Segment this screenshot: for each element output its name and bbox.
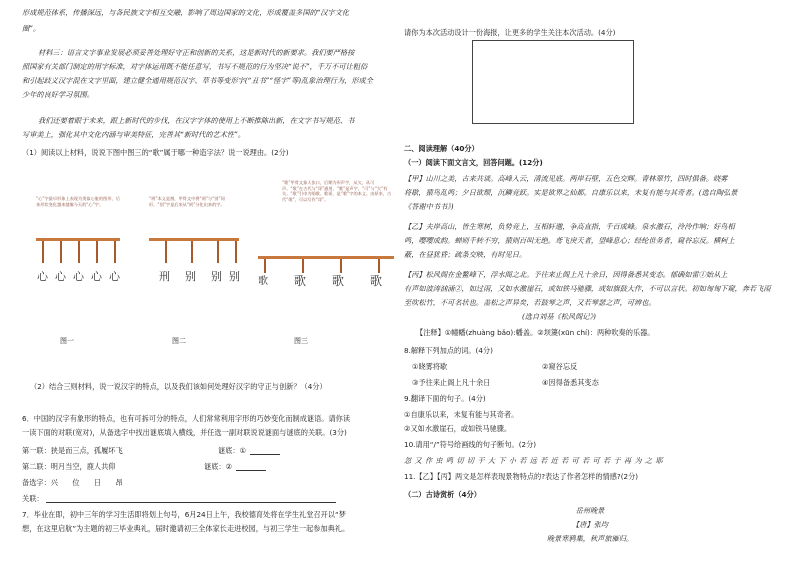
annotation-note: 【注释】①幢幡(zhuàng bǎo):幡盖。②坝篪(xūn chí)：两种吹奏的乐器。 — [416, 328, 655, 337]
material-3-text: 少年的良好学习氛围。 — [22, 90, 94, 99]
character-glyph: 心 — [73, 270, 84, 283]
character-glyph: 别 — [229, 270, 240, 283]
question-11: 11.【乙】【丙】两文是怎样表现景物特点的?表达了作者怎样的情感?(2分) — [404, 472, 639, 481]
passage-jia: 将歇，猿鸟乱鸣；夕日欲颓，沉鳞竞跃。实是欲界之仙都。自康乐以来，未复有能与其奇者。(选自陶弘景 — [404, 188, 738, 197]
passage-yi: 鸣，嘤嘤成韵。蝉则千转不穷，猿则百叫无绝。鸢飞戾天者，望峰息心；经纶世务者，窥谷忘反。横柯上 — [404, 236, 735, 245]
character-glyph: 歌 — [294, 274, 307, 288]
question-10-text: 忽 又 作 虫 鸣 切 切 干 大 下 小 若 远 若 近 若 可 若 可 若 于 再 为 之 耶 — [404, 456, 664, 465]
passage-jia: 【甲】山川之美，古来共谈。高峰入云，清流见底。两岸石壁，五色交辉。青林翠竹，四时俱备。晓雾 — [404, 174, 728, 183]
riddle-1-answer-label: 谜底：① — [218, 446, 247, 455]
figure-2-caption: 图二 — [172, 337, 186, 345]
passage-bing: 有声如波涛汹涌②，如过雨，又如水激崖石，或如铁马驰骤，或如旗鼓大作，不可以言状。初如匈匈下窥，奔若飞雨 — [404, 284, 771, 293]
passage-bing-source: (选自刘基《松风阁记》) — [522, 312, 596, 321]
passage-yi: 【乙】夫岸高山，皆生寒树，负势竞上，互相轩邈，争高直指，千百成峰。泉水激石，泠泠作响；好鸟相 — [404, 222, 735, 231]
material-closing-text: 写审美上，强化其中文化内涵与审美特征，完善其“新时代的艺术性”。 — [22, 130, 245, 139]
question-8-item: ③予往来止阁上凡十余日 — [412, 378, 491, 387]
material-2-text: 形成规范体系，传播深远，与各民族文字相互交融，影响了周边国家的文化，形成覆盖多国的“汉字文化 — [22, 8, 350, 17]
figure-3 — [256, 176, 396, 292]
question-1: （1）阅读以上材料，说说下图中图三的“歌”属于哪一种造字法？说一说理由。(2分) — [22, 148, 289, 157]
riddle-2: 第二联：明月当空，鹿人共仰 — [22, 462, 116, 471]
material-3-text: 和引起歧义汉字混在文字里面，建立健全通用规范汉字、草书等变形字(“丑书”“怪字”等)乱象治理行为，形成全 — [22, 76, 373, 85]
question-8-item: ②窥谷忘反 — [542, 362, 578, 371]
figure-3-caption: 图三 — [294, 337, 308, 345]
poem-title: 岳州晚景 — [575, 506, 605, 515]
material-2-text: 圈”。 — [22, 24, 41, 33]
question-8-item: ④因得备悉其变态 — [542, 378, 599, 387]
passage-bing: 【丙】松风阁在金鳌峰下，浮水阁之北。予往来止阁上凡十余日，因得备悉其变态。郁确如雷①始从上 — [404, 270, 728, 279]
poster-box[interactable] — [472, 40, 634, 124]
figure-2-text: “刑”本义是割，甲骨文中将“刑”与“别”同形，“别”字是后来从“刑”分化出来的字。 — [149, 196, 225, 207]
character-glyph: 心 — [55, 270, 66, 283]
character-glyph: 心 — [109, 270, 120, 283]
passage-yi: 蔽，在昼犹昏；疏条交映，有时见日。 — [404, 250, 527, 259]
character-glyph: 别 — [185, 270, 196, 283]
material-closing-text: 我们还要着眼于未来，跟上新时代的步伐，在汉字字体的使用上不断推陈出新，在文字书写规范、书 — [38, 116, 355, 125]
riddle-1: 第一联：狭是而三点，孤履坏飞 — [22, 446, 123, 455]
question-7: 想，在这里启航”为主题的初三毕业典礼，届时邀请初三全体家长走进校园，与初三学生一起参加典礼。 — [22, 524, 350, 533]
character-glyph: 心 — [91, 270, 102, 283]
character-glyph: 歌 — [370, 274, 383, 288]
question-7: 7．毕业在即，初中三年的学习生活即将划上句号，6月24日上午，我校德育处将在学生礼堂召开以“梦 — [22, 510, 346, 519]
character-glyph: 歌 — [258, 276, 268, 287]
riddle-1-answer-input[interactable] — [250, 446, 280, 455]
riddle-2-answer-input[interactable] — [236, 462, 266, 471]
material-3-text: 照国家有关部门制定的用字标准，对字体运用既不能任意写，书写不规范的行为坚决“说不”，千万不可让粗俗 — [22, 62, 368, 71]
question-10: 10.请用“/”符号给画线的句子断句。(2分) — [404, 440, 537, 449]
poster-prompt: 请你为本次活动设计一份海报，让更多的学生关注本次活动。(4分) — [404, 28, 616, 37]
figure-2 — [145, 190, 243, 290]
question-6: 一读下面的对联(宽对)，从备选字中找出谜底填入横线，并任选一副对联说说谜面与谜底的关联。(3分) — [22, 428, 347, 437]
figure-1 — [30, 190, 125, 290]
question-6: 6．中国的汉字有象形的特点，也有可拆可分的特点，人们常常利用字形的巧妙变化而制成谜语。请你读 — [22, 414, 351, 423]
poem-line: 晚景寒鸦集，秋声旅雁归。 — [546, 534, 634, 543]
subsection-1-title: （一）阅读下面文言文，回答问题。(12分) — [404, 158, 543, 167]
section-2-title: 二、阅读理解（40分） — [404, 144, 479, 153]
riddle-2-answer-label: 谜底：② — [204, 462, 233, 471]
figure-1-text: “心”字最早形象上表现为类似心脏的图形，后来形状变化越来越像今天的“心”字。 — [36, 196, 120, 207]
character-glyph: 心 — [37, 270, 48, 283]
subsection-2-title: （二）古诗赏析（4分） — [404, 490, 481, 499]
character-glyph: 刑 — [159, 270, 170, 283]
passage-jia: 《答谢中书书》) — [404, 202, 454, 211]
figure-3-text: “歌”甲骨文象人张口，后期为形声字，从欠，从可声。“歌”在古代与“哥”通用，“歌”是声字，“可”与“欠”有关。“歌”引申为唱歌、歌谣，是“歌”字的本义。由原来，古代“歌”，可以写作“哥”。 — [282, 180, 392, 202]
link-answer-input[interactable] — [46, 494, 336, 503]
character-glyph: 别 — [211, 270, 222, 283]
timeline-bar — [258, 256, 394, 259]
timeline-bar — [149, 238, 239, 241]
question-9-item: ①自康乐以来，未复有能与其奇者。 — [404, 410, 519, 419]
passage-bing: 至吹松竹，不可名状也。盖松之声异矣，若鼓琴之声，又若琴瑟之声，可辨也。 — [404, 298, 656, 307]
material-3-text: 材料三：语言文字事业发展必须妥善处理好守正和创新的关系，这是新时代的新要求。我们要严格按 — [38, 48, 355, 57]
poem-author: 【唐】张均 — [572, 520, 608, 529]
question-8-item: ①晓雾将歇 — [412, 362, 448, 371]
character-glyph: 歌 — [332, 274, 345, 288]
question-8: 8.解释下列加点的词。(4分) — [404, 346, 493, 355]
question-9: 9.翻译下面的句子。(4分) — [404, 394, 486, 403]
question-9-item: ②又如水激崖石，或如铁马驰骤。 — [404, 424, 512, 433]
link-label: 关联： — [22, 494, 44, 503]
question-2: （2）结合三则材料，说一说汉字的特点，以及我们该如何处理好汉字的守正与创新？（4分） — [30, 382, 327, 391]
riddle-options: 备选字：兴 位 日 昂 — [22, 478, 123, 487]
figure-1-caption: 图一 — [60, 337, 74, 345]
